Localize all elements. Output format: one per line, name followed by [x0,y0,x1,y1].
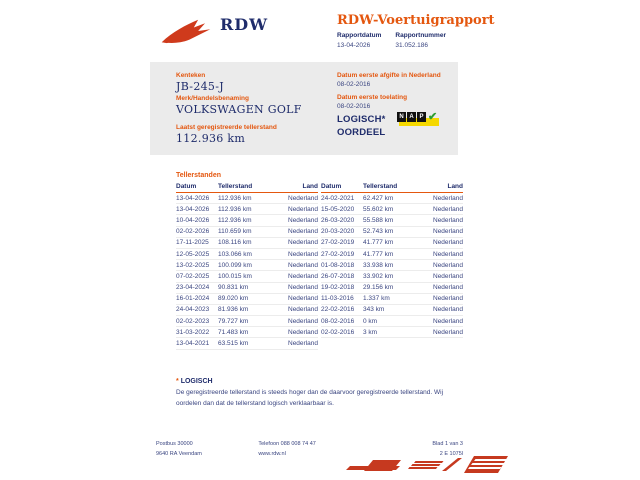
table-row [321,237,463,248]
table-row [176,293,318,304]
table-header-row [176,182,318,193]
report-number-value: 31.052.186 [395,42,428,49]
table-cell: Nederland [421,226,463,237]
table-cell: 12-05-2025 [176,248,218,259]
table-cell: Nederland [276,215,318,226]
footer-form-code: 2 E 1075l [439,450,463,457]
table-cell: 11-03-2016 [321,293,363,304]
table-cell: Nederland [276,338,318,349]
table-row [176,260,318,271]
table-cell: Nederland [421,271,463,282]
eerste-afgifte-label: Datum eerste afgifte in Nederland [337,72,441,79]
footnote-title-text: LOGISCH [180,378,213,385]
table-cell: 108.116 km [218,237,276,248]
footer-page-indicator: Blad 1 van 3 [432,441,463,447]
table-row [176,327,318,338]
table-cell: 01-08-2018 [321,260,363,271]
table-cell: 33.902 km [363,271,421,282]
table-cell: 63.515 km [218,338,276,349]
table-cell: Nederland [421,237,463,248]
table-row [321,316,463,327]
table-row [176,282,318,293]
rdw-bird-icon [160,14,212,48]
table-cell: Nederland [276,271,318,282]
footnote-title [176,378,464,385]
column-header-tellerstand: Tellerstand [363,182,421,193]
nap-letter-a: A [407,112,416,122]
nap-letter-n: N [397,112,406,122]
table-cell: 13-04-2026 [176,204,218,215]
table-cell: 1.337 km [363,293,421,304]
table-cell: Nederland [421,316,463,327]
column-header-land: Land [421,182,463,193]
oordeel-line2: OORDEEL [337,126,386,138]
footer-phone: Telefoon 088 008 74 47 [258,441,316,447]
table-cell: 29.156 km [363,282,421,293]
table-row [321,226,463,237]
table-cell: 31-03-2022 [176,327,218,338]
footnote-body: De geregistreerde tellerstand is steeds hoger dan de daarvoor geregistreerde tellerstand. Wij oordelen dan dat de tellerstand logisch verklaarbaar is. [176,389,444,407]
table-cell: Nederland [421,248,463,259]
column-header-datum: Datum [321,182,363,193]
table-cell: Nederland [276,237,318,248]
laatste-tellerstand-label: Laatst geregistreerde tellerstand [176,124,277,131]
table-cell: Nederland [276,304,318,315]
report-date-label: Rapportdatum [337,32,382,39]
kenteken-value: JB-245-J [176,80,224,93]
table-row [321,327,463,338]
table-row [176,226,318,237]
table-cell: 27-02-2019 [321,237,363,248]
nap-logo [397,112,441,128]
table-cell: 100.015 km [218,271,276,282]
logisch-footnote [176,378,464,409]
table-cell: Nederland [276,248,318,259]
table-cell: 90.831 km [218,282,276,293]
footer-graphic [340,454,512,478]
table-cell: 33.938 km [363,260,421,271]
merk-value: VOLKSWAGEN GOLF [176,103,302,116]
table-row [176,215,318,226]
table-cell: Nederland [421,204,463,215]
vehicle-summary-box [150,62,458,155]
table-cell: 81.936 km [218,304,276,315]
table-cell: 55.588 km [363,215,421,226]
table-cell: Nederland [276,204,318,215]
table-cell: 79.727 km [218,316,276,327]
table-row [176,248,318,259]
table-cell: 112.936 km [218,215,276,226]
table-cell: 27-02-2019 [321,248,363,259]
table-cell: Nederland [276,260,318,271]
table-cell: 15-05-2020 [321,204,363,215]
table-cell: 13-04-2026 [176,193,218,204]
table-cell: 20-03-2020 [321,226,363,237]
table-cell: 13-04-2021 [176,338,218,349]
table-cell: Nederland [276,193,318,204]
table-row [176,338,318,349]
table-row [176,204,318,215]
table-cell: Nederland [276,316,318,327]
table-cell: 02-02-2016 [321,327,363,338]
table-cell: 55.602 km [363,204,421,215]
table-cell: Nederland [276,282,318,293]
footer-address-line1: Postbus 30000 [156,441,193,447]
footer-address-line2: 9640 RA Veendam [156,450,202,457]
tellerstanden-table-right [321,182,463,338]
table-cell: Nederland [421,215,463,226]
table-cell: 71.483 km [218,327,276,338]
nap-checkmark-icon: ✔ [428,111,438,123]
table-cell: Nederland [421,327,463,338]
table-cell: Nederland [421,282,463,293]
table-cell: 103.066 km [218,248,276,259]
table-cell: 19-02-2018 [321,282,363,293]
table-cell: 26-07-2018 [321,271,363,282]
table-row [176,316,318,327]
table-row [176,237,318,248]
eerste-toelating-label: Datum eerste toelating [337,94,408,101]
table-cell: 112.936 km [218,204,276,215]
table-cell: 26-03-2020 [321,215,363,226]
table-cell: 62.427 km [363,193,421,204]
table-header-row [321,182,463,193]
table-cell: 07-02-2025 [176,271,218,282]
table-cell: 23-04-2024 [176,282,218,293]
table-cell: 10-04-2026 [176,215,218,226]
table-row [321,248,463,259]
kenteken-label: Kenteken [176,72,206,79]
table-row [176,271,318,282]
table-row [321,271,463,282]
table-cell: 24-04-2023 [176,304,218,315]
table-cell: Nederland [276,226,318,237]
table-row [176,193,318,204]
table-row [321,293,463,304]
table-cell: 52.743 km [363,226,421,237]
table-row [321,204,463,215]
table-cell: 16-01-2024 [176,293,218,304]
table-cell: 17-11-2025 [176,237,218,248]
table-cell: 89.020 km [218,293,276,304]
table-cell: 13-02-2025 [176,260,218,271]
table-cell: 02-02-2026 [176,226,218,237]
table-cell: 24-02-2021 [321,193,363,204]
table-cell: Nederland [421,260,463,271]
table-cell: Nederland [421,193,463,204]
table-row [321,282,463,293]
rdw-logo [160,14,268,48]
eerste-toelating-value: 08-02-2016 [337,103,371,110]
table-cell: 0 km [363,316,421,327]
table-cell: 343 km [363,304,421,315]
tellerstanden-table-left [176,182,318,350]
oordeel-text [337,114,386,139]
tellerstanden-section-title: Tellerstanden [176,172,221,179]
laatste-tellerstand-value: 112.936 km [176,132,246,145]
table-cell: 41.777 km [363,248,421,259]
footnote-star: * [176,378,179,385]
column-header-datum: Datum [176,182,218,193]
table-row [176,304,318,315]
column-header-tellerstand: Tellerstand [218,182,276,193]
eerste-afgifte-value: 08-02-2016 [337,81,371,88]
merk-label: Merk/Handelsbenaming [176,95,249,102]
table-cell: 3 km [363,327,421,338]
table-cell: 112.936 km [218,193,276,204]
table-cell: Nederland [421,304,463,315]
page-title: RDW-Voertuigrapport [337,13,495,28]
table-cell: 22-02-2016 [321,304,363,315]
footer-address [156,440,258,460]
table-cell: 110.659 km [218,226,276,237]
rdw-logo-text: RDW [220,15,269,34]
report-number-label: Rapportnummer [395,32,446,39]
nap-letter-p: P [417,112,426,122]
table-cell: 41.777 km [363,237,421,248]
oordeel-line1: LOGISCH* [337,114,386,125]
table-row [321,260,463,271]
footer-website-link[interactable]: www.rdw.nl [258,450,286,457]
column-header-land: Land [276,182,318,193]
table-cell: Nederland [421,293,463,304]
report-meta [337,32,446,49]
report-date-value: 13-04-2026 [337,42,371,49]
table-cell: 02-02-2023 [176,316,218,327]
table-row [321,304,463,315]
table-cell: 100.099 km [218,260,276,271]
table-cell: 08-02-2016 [321,316,363,327]
table-row [321,215,463,226]
table-cell: Nederland [276,327,318,338]
table-cell: Nederland [276,293,318,304]
table-row [321,193,463,204]
